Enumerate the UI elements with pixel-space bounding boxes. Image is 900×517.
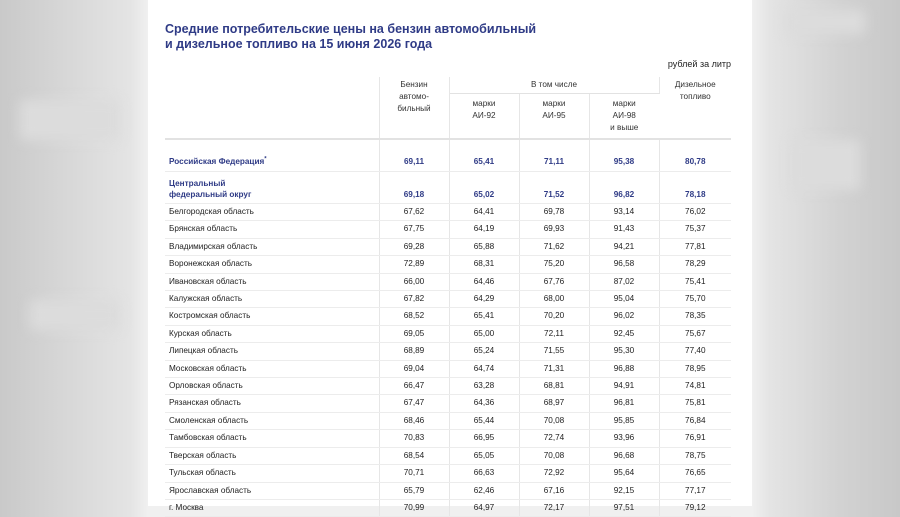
value-ai98: 95,04 — [589, 291, 659, 308]
header-including: В том числе — [449, 77, 659, 94]
value-ai95: 70,08 — [519, 447, 589, 464]
value-ai95: 70,20 — [519, 308, 589, 325]
table-row — [165, 325, 731, 342]
table-row — [165, 221, 731, 238]
value-ai98: 96,88 — [589, 360, 659, 377]
table-row-district — [165, 172, 731, 204]
value-gasoline: 68,54 — [379, 447, 449, 464]
region-name: Орловская область — [165, 378, 379, 395]
region-name: Костромская область — [165, 308, 379, 325]
units-label: рублей за литр — [667, 59, 731, 69]
value-diesel: 76,02 — [659, 204, 731, 221]
value-ai92: 64,74 — [449, 360, 519, 377]
value-ai98: 95,64 — [589, 465, 659, 482]
value-ai98: 92,15 — [589, 482, 659, 499]
region-name: Белгородская область — [165, 204, 379, 221]
table-row — [165, 499, 731, 516]
region-name: Московская область — [165, 360, 379, 377]
region-name: Курская область — [165, 325, 379, 342]
value-ai95: 72,92 — [519, 465, 589, 482]
value-ai98: 95,30 — [589, 343, 659, 360]
value-ai98: 94,21 — [589, 238, 659, 255]
value-ai95: 72,11 — [519, 325, 589, 342]
value-ai98: 92,45 — [589, 325, 659, 342]
value-diesel: 78,95 — [659, 360, 731, 377]
value-ai92: 64,29 — [449, 291, 519, 308]
value-ai95: 68,00 — [519, 291, 589, 308]
value-ai95: 69,78 — [519, 204, 589, 221]
value-ai95: 68,81 — [519, 378, 589, 395]
value-ai95: 71,52 — [519, 172, 589, 204]
value-gasoline: 70,83 — [379, 430, 449, 447]
value-ai95: 72,74 — [519, 430, 589, 447]
value-ai95: 72,17 — [519, 499, 589, 516]
value-diesel: 78,35 — [659, 308, 731, 325]
footnote-mark: * — [264, 156, 267, 163]
region-name: Липецкая область — [165, 343, 379, 360]
background-blur — [20, 100, 120, 140]
value-diesel: 76,65 — [659, 465, 731, 482]
table-row-federation — [165, 139, 731, 172]
region-name: Тульская область — [165, 465, 379, 482]
value-ai95: 75,20 — [519, 256, 589, 273]
value-gasoline: 70,99 — [379, 499, 449, 516]
value-ai92: 64,36 — [449, 395, 519, 412]
value-ai98: 93,14 — [589, 204, 659, 221]
region-name: Ярославская область — [165, 482, 379, 499]
value-gasoline: 69,28 — [379, 238, 449, 255]
region-name: Российская Федерация* — [165, 139, 379, 172]
value-ai92: 62,46 — [449, 482, 519, 499]
table-row — [165, 395, 731, 412]
value-ai98: 95,85 — [589, 412, 659, 429]
background-blur — [790, 140, 860, 190]
value-ai92: 66,63 — [449, 465, 519, 482]
region-name: Брянская область — [165, 221, 379, 238]
value-ai92: 65,41 — [449, 308, 519, 325]
value-ai95: 71,62 — [519, 238, 589, 255]
value-diesel: 78,29 — [659, 256, 731, 273]
region-name: г. Москва — [165, 499, 379, 516]
value-diesel: 75,70 — [659, 291, 731, 308]
region-name: Смоленская область — [165, 412, 379, 429]
table-row — [165, 360, 731, 377]
background-blur — [785, 10, 865, 34]
value-ai92: 63,28 — [449, 378, 519, 395]
value-ai98: 96,58 — [589, 256, 659, 273]
region-name: Тамбовская область — [165, 430, 379, 447]
value-diesel: 79,12 — [659, 499, 731, 516]
value-ai92: 65,41 — [449, 139, 519, 172]
value-diesel: 74,81 — [659, 378, 731, 395]
table-body — [165, 139, 731, 517]
value-diesel: 77,40 — [659, 343, 731, 360]
region-name: Калужская область — [165, 291, 379, 308]
value-ai98: 96,82 — [589, 172, 659, 204]
value-ai95: 67,16 — [519, 482, 589, 499]
value-ai92: 65,02 — [449, 172, 519, 204]
region-name: Владимирская область — [165, 238, 379, 255]
value-diesel: 78,18 — [659, 172, 731, 204]
value-gasoline: 67,47 — [379, 395, 449, 412]
table-row — [165, 378, 731, 395]
value-diesel: 75,41 — [659, 273, 731, 290]
value-ai92: 64,46 — [449, 273, 519, 290]
value-ai92: 66,95 — [449, 430, 519, 447]
table-row — [165, 256, 731, 273]
value-ai98: 94,91 — [589, 378, 659, 395]
value-ai98: 96,81 — [589, 395, 659, 412]
table-row — [165, 465, 731, 482]
value-gasoline: 65,79 — [379, 482, 449, 499]
value-diesel: 80,78 — [659, 139, 731, 172]
value-diesel: 75,81 — [659, 395, 731, 412]
region-name: Тверская область — [165, 447, 379, 464]
value-ai92: 64,41 — [449, 204, 519, 221]
table-row — [165, 430, 731, 447]
value-ai92: 64,19 — [449, 221, 519, 238]
table-row — [165, 273, 731, 290]
table-row — [165, 412, 731, 429]
value-gasoline: 67,62 — [379, 204, 449, 221]
value-ai95: 70,08 — [519, 412, 589, 429]
table-row — [165, 204, 731, 221]
header-ai98: марки АИ-98 и выше — [610, 99, 639, 132]
header-region — [165, 77, 379, 139]
header-ai92: марки АИ-92 — [449, 94, 519, 140]
background-blur — [30, 300, 120, 330]
value-ai95: 68,97 — [519, 395, 589, 412]
value-ai98: 87,02 — [589, 273, 659, 290]
value-diesel: 77,81 — [659, 238, 731, 255]
title-line-1: Средние потребительские цены на бензин автомобильный — [165, 22, 537, 36]
value-ai95: 69,93 — [519, 221, 589, 238]
value-ai95: 71,11 — [519, 139, 589, 172]
value-gasoline: 69,11 — [379, 139, 449, 172]
value-gasoline: 67,75 — [379, 221, 449, 238]
table-row — [165, 482, 731, 499]
value-gasoline: 69,05 — [379, 325, 449, 342]
value-gasoline: 68,89 — [379, 343, 449, 360]
value-gasoline: 68,46 — [379, 412, 449, 429]
value-ai95: 71,55 — [519, 343, 589, 360]
region-name: Ивановская область — [165, 273, 379, 290]
value-diesel: 78,75 — [659, 447, 731, 464]
table-row — [165, 291, 731, 308]
header-gasoline: Бензин автомо-бильный — [379, 77, 449, 139]
value-ai95: 71,31 — [519, 360, 589, 377]
value-ai92: 68,31 — [449, 256, 519, 273]
value-ai98: 95,38 — [589, 139, 659, 172]
value-diesel: 77,17 — [659, 482, 731, 499]
value-gasoline: 69,18 — [379, 172, 449, 204]
region-name: Рязанская область — [165, 395, 379, 412]
document-page — [148, 0, 752, 512]
region-name: Воронежская область — [165, 256, 379, 273]
value-gasoline: 66,47 — [379, 378, 449, 395]
region-name: Центральный федеральный округ — [165, 172, 379, 204]
value-ai98: 96,68 — [589, 447, 659, 464]
value-ai92: 65,44 — [449, 412, 519, 429]
value-diesel: 76,84 — [659, 412, 731, 429]
table-row — [165, 238, 731, 255]
value-ai92: 64,97 — [449, 499, 519, 516]
table-row — [165, 343, 731, 360]
value-ai98: 93,96 — [589, 430, 659, 447]
title-line-2: и дизельное топливо на 15 июня 2026 года — [165, 37, 433, 51]
value-diesel: 75,37 — [659, 221, 731, 238]
value-gasoline: 67,82 — [379, 291, 449, 308]
value-ai92: 65,24 — [449, 343, 519, 360]
table-header — [165, 77, 731, 139]
value-gasoline: 66,00 — [379, 273, 449, 290]
document-title — [165, 22, 725, 52]
value-ai98: 97,51 — [589, 499, 659, 516]
value-diesel: 75,67 — [659, 325, 731, 342]
table-row — [165, 308, 731, 325]
header-diesel: Дизельное топливо — [659, 77, 731, 139]
value-ai98: 96,02 — [589, 308, 659, 325]
value-gasoline: 69,04 — [379, 360, 449, 377]
value-ai92: 65,88 — [449, 238, 519, 255]
value-gasoline: 68,52 — [379, 308, 449, 325]
value-ai95: 67,76 — [519, 273, 589, 290]
value-gasoline: 72,89 — [379, 256, 449, 273]
value-diesel: 76,91 — [659, 430, 731, 447]
value-gasoline: 70,71 — [379, 465, 449, 482]
value-ai98: 91,43 — [589, 221, 659, 238]
value-ai92: 65,00 — [449, 325, 519, 342]
header-ai95: марки АИ-95 — [519, 94, 589, 140]
value-ai92: 65,05 — [449, 447, 519, 464]
table-row — [165, 447, 731, 464]
fuel-prices-table — [165, 77, 731, 517]
